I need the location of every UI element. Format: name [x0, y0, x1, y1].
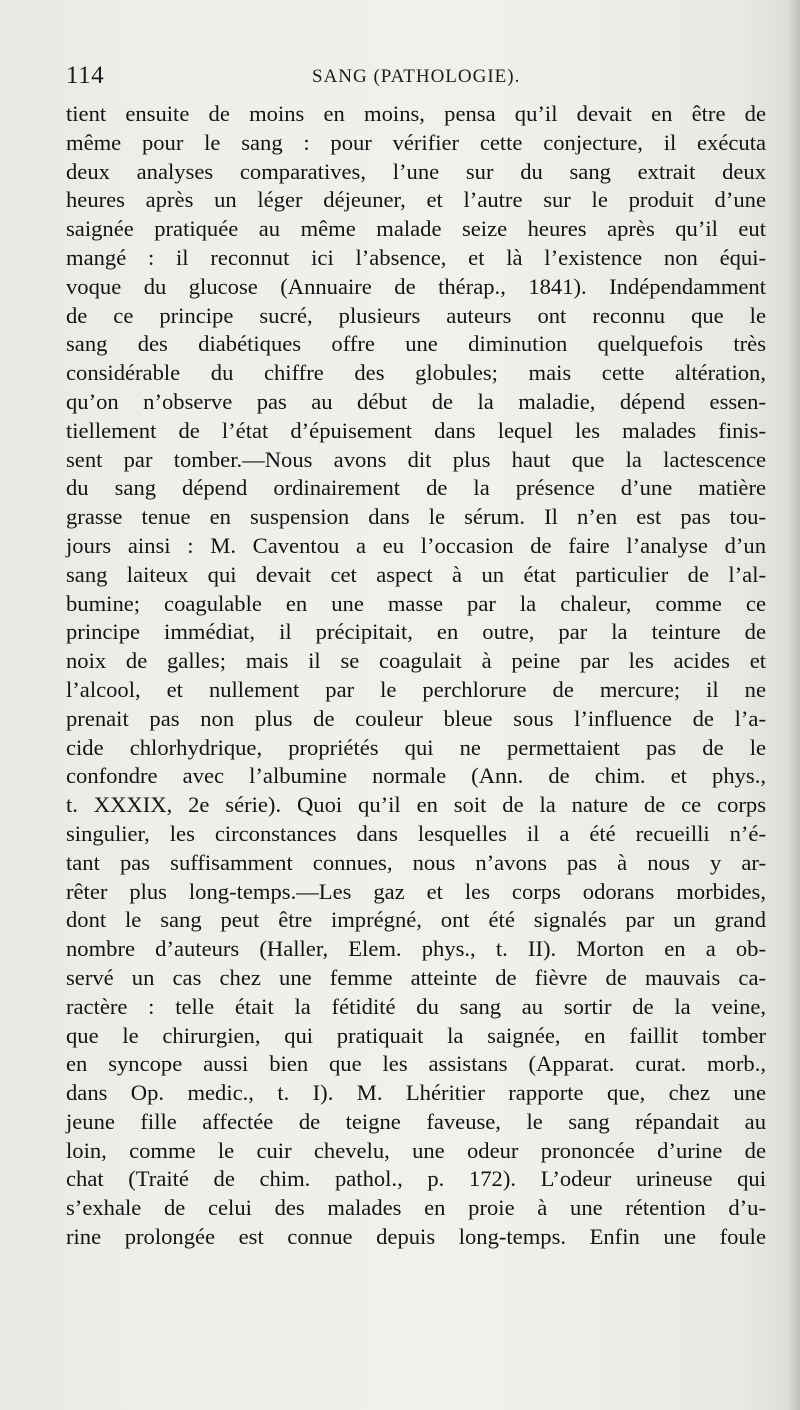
text-line: en syncope aussi bien que les assistans (Apparat. curat. morb.,: [66, 1051, 766, 1077]
text-line: s’exhale de celui des malades en proie à une rétention d’u-: [66, 1195, 766, 1221]
text-line: noix de galles; mais il se coagulait à peine par les acides et: [66, 648, 766, 674]
text-line: jours ainsi : M. Caventou a eu l’occasion de faire l’analyse d’un: [66, 532, 766, 558]
text-line: deux analyses comparatives, l’une sur du sang extrait deux: [66, 158, 766, 184]
text-line: du sang dépend ordinairement de la présence d’une matière: [66, 475, 766, 501]
text-line: que le chirurgien, qui pratiquait la saignée, en faillit tomber: [66, 1022, 766, 1048]
text-line: prenait pas non plus de couleur bleue sous l’influence de l’a-: [66, 705, 766, 731]
text-line: dans Op. medic., t. I). M. Lhéritier rapporte que, chez une: [66, 1080, 766, 1106]
text-line: mangé : il reconnut ici l’absence, et là l’existence non équi-: [66, 244, 766, 270]
text-line: même pour le sang : pour vérifier cette conjecture, il exécuta: [66, 129, 766, 155]
text-line: tient ensuite de moins en moins, pensa qu’il devait en être de: [66, 101, 766, 126]
body-text: [66, 100, 766, 1252]
text-line: saignée pratiquée au même malade seize heures après qu’il eut: [66, 216, 766, 242]
text-line: loin, comme le cuir chevelu, une odeur prononcée d’urine de: [66, 1137, 766, 1163]
gutter-shadow: [786, 0, 800, 1410]
text-line: chat (Traité de chim. pathol., p. 172). L’odeur urineuse qui: [66, 1166, 766, 1192]
text-line: cide chlorhydrique, propriétés qui ne permettaient pas de le: [66, 734, 766, 760]
text-line: singulier, les circonstances dans lesquelles il a été recueilli n’é-: [66, 820, 766, 846]
running-title: SANG (PATHOLOGIE).: [312, 66, 521, 87]
text-line: bumine; coagulable en une masse par la chaleur, comme ce: [66, 590, 766, 616]
text-line: sent par tomber.—Nous avons dit plus haut que la lactescence: [66, 446, 766, 472]
text-line: tant pas suffisamment connues, nous n’avons pas à nous y ar-: [66, 849, 766, 875]
text-line: sang des diabétiques offre une diminution quelquefois très: [66, 331, 766, 357]
text-line: de ce principe sucré, plusieurs auteurs ont reconnu que le: [66, 302, 766, 328]
text-line: confondre avec l’albumine normale (Ann. de chim. et phys.,: [66, 763, 766, 789]
text-line: ractère : telle était la fétidité du sang au sortir de la veine,: [66, 993, 766, 1019]
text-line: dont le sang peut être imprégné, ont été signalés par un grand: [66, 907, 766, 933]
text-line: nombre d’auteurs (Haller, Elem. phys., t. II). Morton en a ob-: [66, 936, 766, 962]
text-line: l’alcool, et nullement par le perchlorure de mercure; il ne: [66, 676, 766, 702]
text-line: rine prolongée est connue depuis long-temps. Enfin une foule: [66, 1224, 766, 1250]
text-line: qu’on n’observe pas au début de la maladie, dépend essen-: [66, 388, 766, 414]
text-line: sang laiteux qui devait cet aspect à un état particulier de l’al-: [66, 561, 766, 587]
text-line: rêter plus long-temps.—Les gaz et les corps odorans morbides,: [66, 878, 766, 904]
text-line: jeune fille affectée de teigne faveuse, le sang répandait au: [66, 1108, 766, 1134]
text-line: principe immédiat, il précipitait, en outre, par la teinture de: [66, 619, 766, 645]
page-number: 114: [66, 62, 105, 89]
text-line: t. XXXIX, 2e série). Quoi qu’il en soit de la nature de ce corps: [66, 792, 766, 818]
running-head: [66, 62, 766, 98]
text-line: voque du glucose (Annuaire de thérap., 1841). Indépendamment: [66, 273, 766, 299]
text-line: servé un cas chez une femme atteinte de fièvre de mauvais ca-: [66, 964, 766, 990]
text-line: heures après un léger déjeuner, et l’autre sur le produit d’une: [66, 187, 766, 213]
text-line: grasse tenue en suspension dans le sérum. Il n’en est pas tou-: [66, 504, 766, 530]
text-line: tiellement de l’état d’épuisement dans lequel les malades finis-: [66, 417, 766, 443]
text-line: considérable du chiffre des globules; mais cette altération,: [66, 360, 766, 386]
